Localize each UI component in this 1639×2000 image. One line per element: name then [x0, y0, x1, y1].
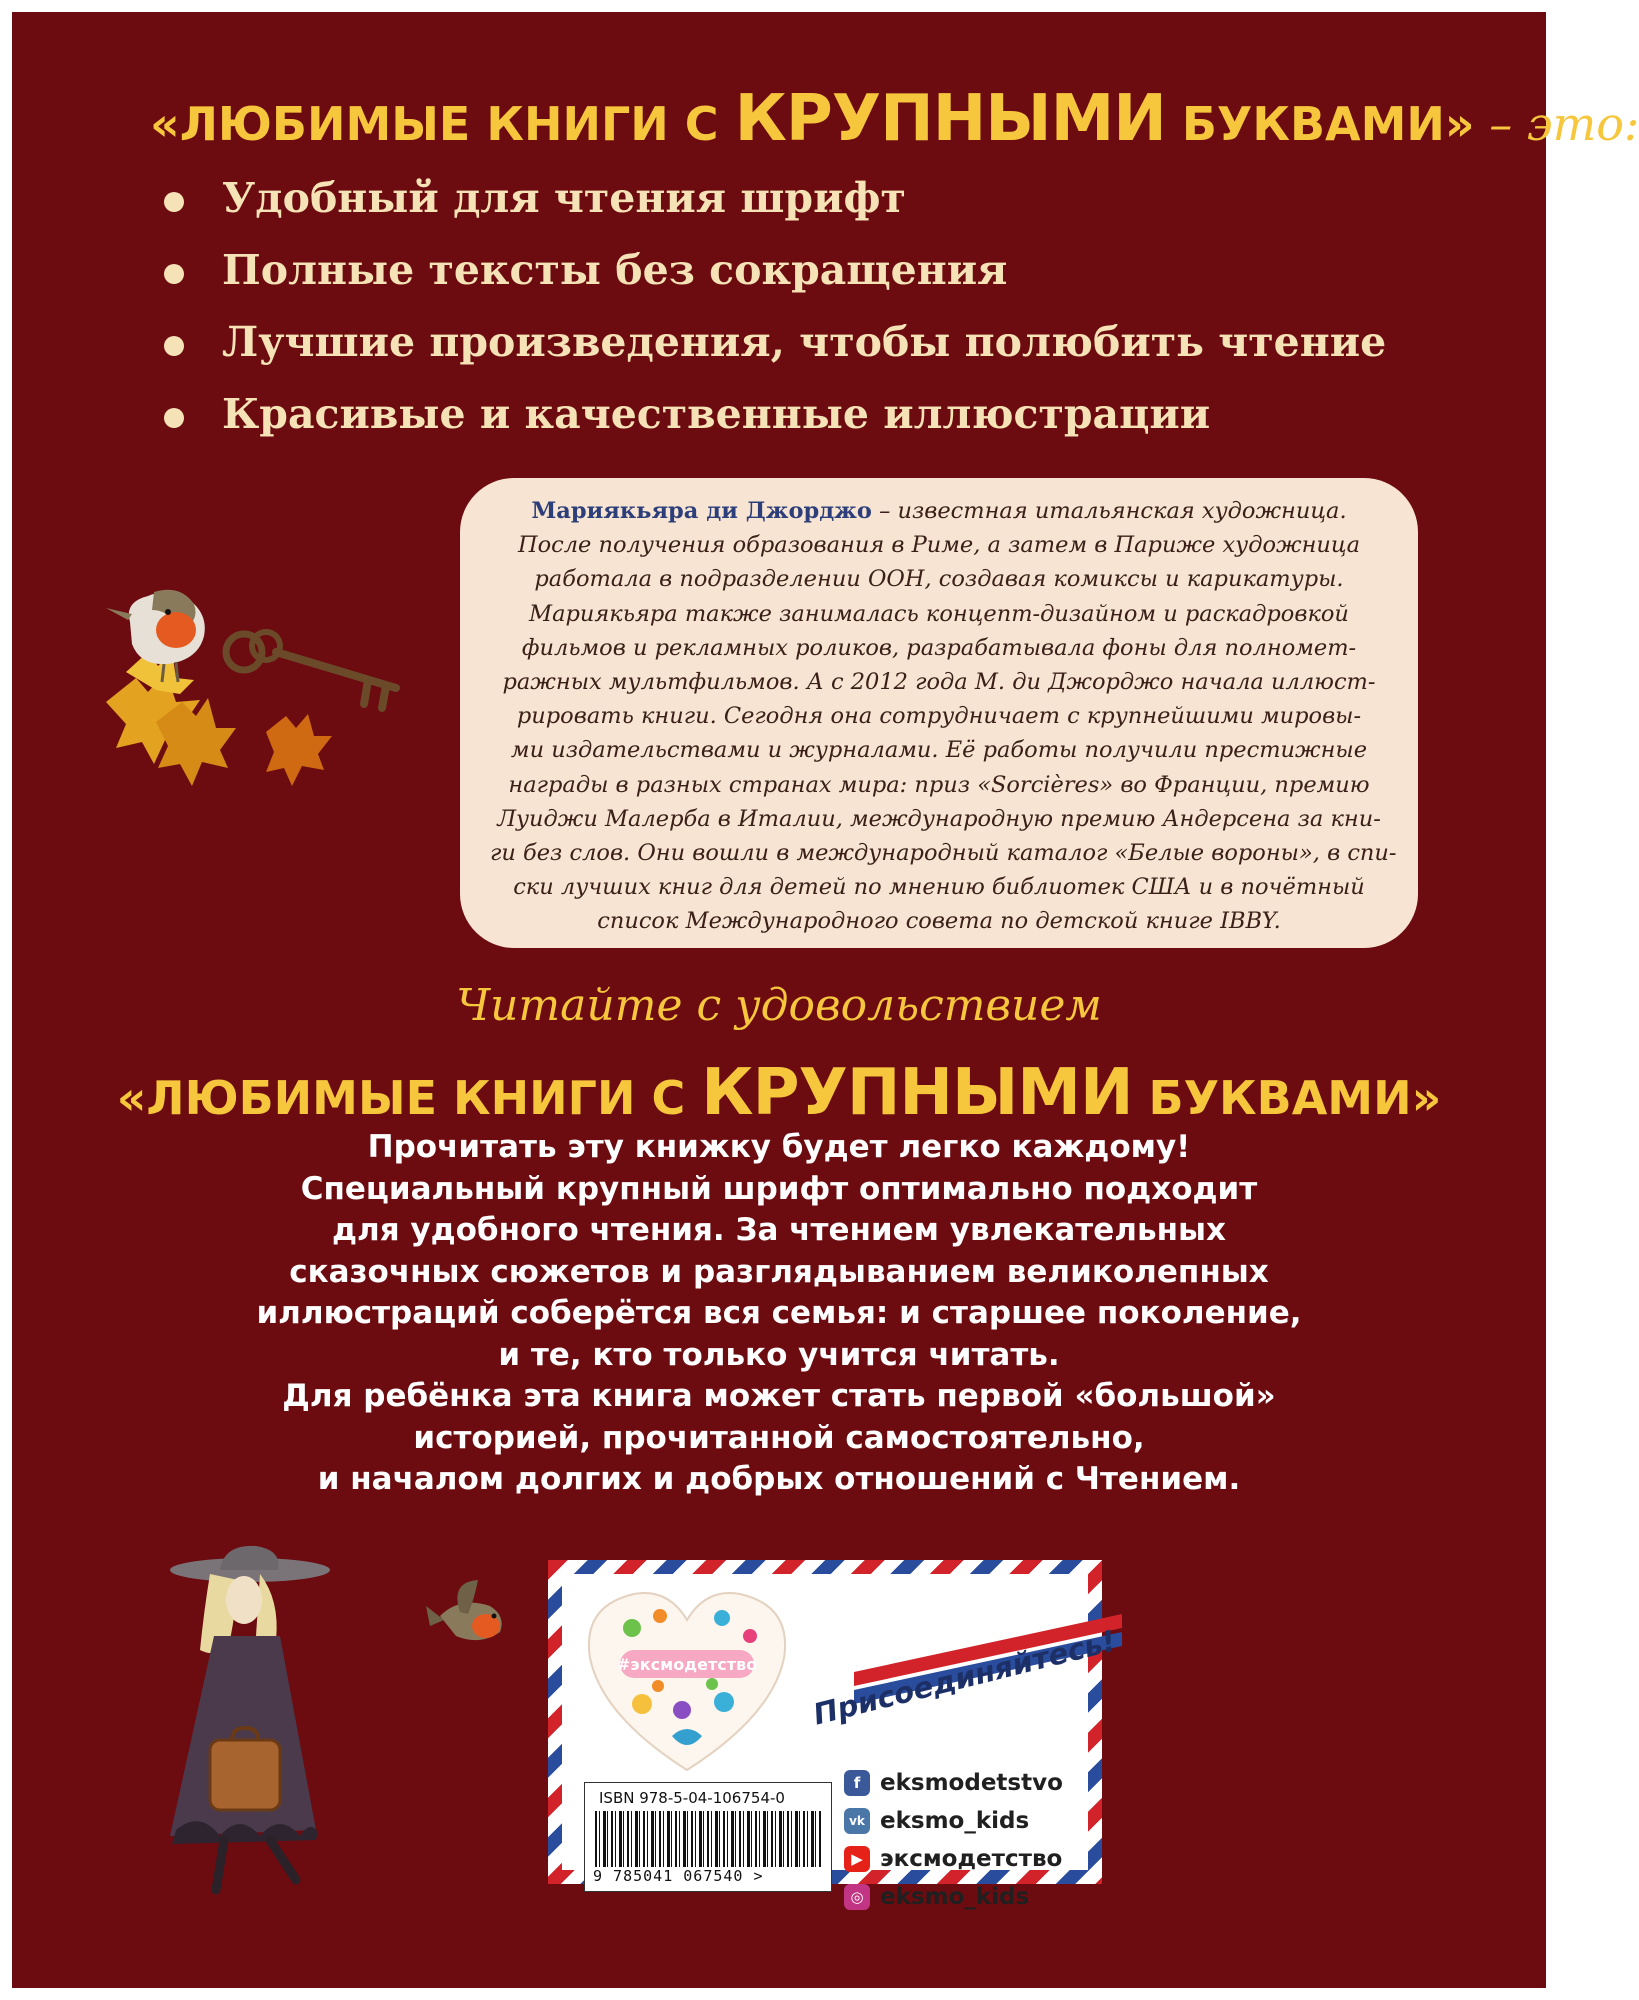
isbn-barcode-box: [584, 1782, 832, 1892]
bio-line: [490, 494, 1388, 528]
join-text: Присоединяйтесь!: [809, 1623, 1119, 1732]
social-link[interactable]: [844, 1764, 1063, 1802]
book-description: [0, 1127, 1558, 1501]
social-link[interactable]: [844, 1802, 1063, 1840]
title-suffix: – это:: [1474, 97, 1639, 151]
bio-line: ражных мультфильмов. А с 2012 года М. ди Джорджо начала иллюст-: [502, 669, 1376, 696]
title-open-quote: «: [150, 97, 180, 151]
social-handle: эксмодетство: [880, 1846, 1063, 1872]
social-handle: eksmo_kids: [880, 1884, 1030, 1910]
series-title-top: [150, 82, 1639, 156]
robin-with-key-illustration: [96, 582, 416, 792]
bio-line: рировать книги. Сегодня она сотрудничает с крупнейшими мировы-: [516, 703, 1362, 730]
title-part1: ЛЮБИМЫЕ КНИГИ С: [179, 97, 735, 151]
feature-text: Лучшие произведения, чтобы полюбить чтение: [222, 318, 1387, 366]
bio-line: ми издательствами и журналами. Её работы получили престижные: [510, 737, 1368, 764]
social-media-card: [548, 1560, 1119, 1910]
description-line: для удобного чтения. За чтением увлекательных: [331, 1212, 1227, 1248]
card-inner: [562, 1574, 1119, 1910]
autumn-leaves-icon: [106, 652, 332, 786]
join-banner: [809, 1623, 1119, 1742]
title-part2: БУКВАМИ»: [1132, 1071, 1442, 1125]
social-links: [844, 1764, 1063, 1916]
bio-line: награды в разных странах мира: приз «Sorcières» во Франции, премию: [508, 771, 1370, 798]
bullet-icon: [164, 408, 184, 428]
bio-line: работала в подразделении ООН, создавая комиксы и карикатуры.: [534, 566, 1344, 593]
barcode-number: 9 785041 067540 >: [593, 1867, 764, 1885]
old-key-icon: [226, 632, 396, 708]
bullet-icon: [164, 336, 184, 356]
description-line: и те, кто только учится читать.: [498, 1336, 1060, 1373]
bio-first-line-rest: – известная итальянская художница.: [871, 498, 1347, 524]
description-line: иллюстраций соберётся вся семья: и старшее поколение,: [256, 1295, 1302, 1331]
social-handle: eksmo_kids: [880, 1808, 1030, 1834]
bullet-icon: [164, 192, 184, 212]
social-handle: eksmodetstvo: [880, 1770, 1063, 1796]
description-line: и началом долгих и добрых отношений с Чтением.: [317, 1461, 1241, 1497]
youtube-icon: ▶: [844, 1846, 870, 1872]
isbn-text: ISBN 978-5-04-106754-0: [599, 1789, 785, 1807]
heart-emblem: [582, 1586, 792, 1774]
vk-icon: vk: [844, 1808, 870, 1834]
girl-with-suitcase-illustration: [140, 1540, 440, 1900]
description-line: Прочитать эту книжку будет легко каждому!: [367, 1129, 1191, 1165]
suitcase-icon: [210, 1728, 280, 1810]
read-with-pleasure-heading: Читайте с удовольствием: [456, 980, 1102, 1031]
title-part1: «ЛЮБИМЫЕ КНИГИ С: [116, 1071, 702, 1125]
bio-line: ги без слов. Они вошли в международный каталог «Белые вороны», в спи-: [490, 840, 1397, 867]
feature-item: [160, 168, 1386, 240]
facebook-icon: f: [844, 1770, 870, 1796]
artist-bio-box: [460, 478, 1418, 948]
title-big-word: КРУПНЫМИ: [734, 82, 1166, 156]
bullet-icon: [164, 264, 184, 284]
flying-bird-illustration: [420, 1576, 520, 1666]
bio-line: После получения образования в Риме, а затем в Париже художница: [517, 532, 1361, 559]
bio-line: фильмов и рекламных роликов, разрабатывала фоны для полномет-: [521, 634, 1357, 661]
bio-line: ски лучших книг для детей по мнению библиотек США и в почётный: [513, 874, 1365, 901]
feature-list: [160, 168, 1386, 456]
title-big-word: КРУПНЫМИ: [701, 1056, 1133, 1130]
feature-item: [160, 384, 1386, 456]
artist-name: Мариякьяра ди Джорджо: [531, 498, 872, 524]
feature-item: [160, 240, 1386, 312]
series-title-bottom: [0, 1056, 1558, 1130]
feature-text: Красивые и качественные иллюстрации: [222, 390, 1211, 438]
flying-robin-icon: [426, 1580, 502, 1640]
barcode-icon: [595, 1811, 821, 1867]
hashtag-label: #эксмодетство: [616, 1655, 758, 1674]
bio-line: список Международного совета по детской книге IBBY.: [597, 908, 1281, 935]
girl-figure-icon: [170, 1546, 330, 1890]
bio-line: Мариякьяра также занималась концепт-дизайном и раскадровкой: [529, 600, 1349, 627]
instagram-icon: ◎: [844, 1884, 870, 1910]
feature-item: [160, 312, 1386, 384]
title-part2: БУКВАМИ»: [1165, 97, 1475, 151]
social-link[interactable]: [844, 1878, 1063, 1916]
bio-line: Луиджи Малерба в Италии, международную премию Андерсена за кни-: [497, 805, 1381, 832]
feature-text: Удобный для чтения шрифт: [222, 174, 906, 222]
feature-text: Полные тексты без сокращения: [222, 246, 1008, 294]
social-link[interactable]: [844, 1840, 1063, 1878]
description-line: историей, прочитанной самостоятельно,: [413, 1419, 1145, 1456]
description-line: сказочных сюжетов и разглядыванием великолепных: [289, 1253, 1269, 1290]
description-line: Для ребёнка эта книга может стать первой «большой»: [282, 1378, 1276, 1414]
description-line: Специальный крупный шрифт оптимально подходит: [300, 1170, 1258, 1207]
